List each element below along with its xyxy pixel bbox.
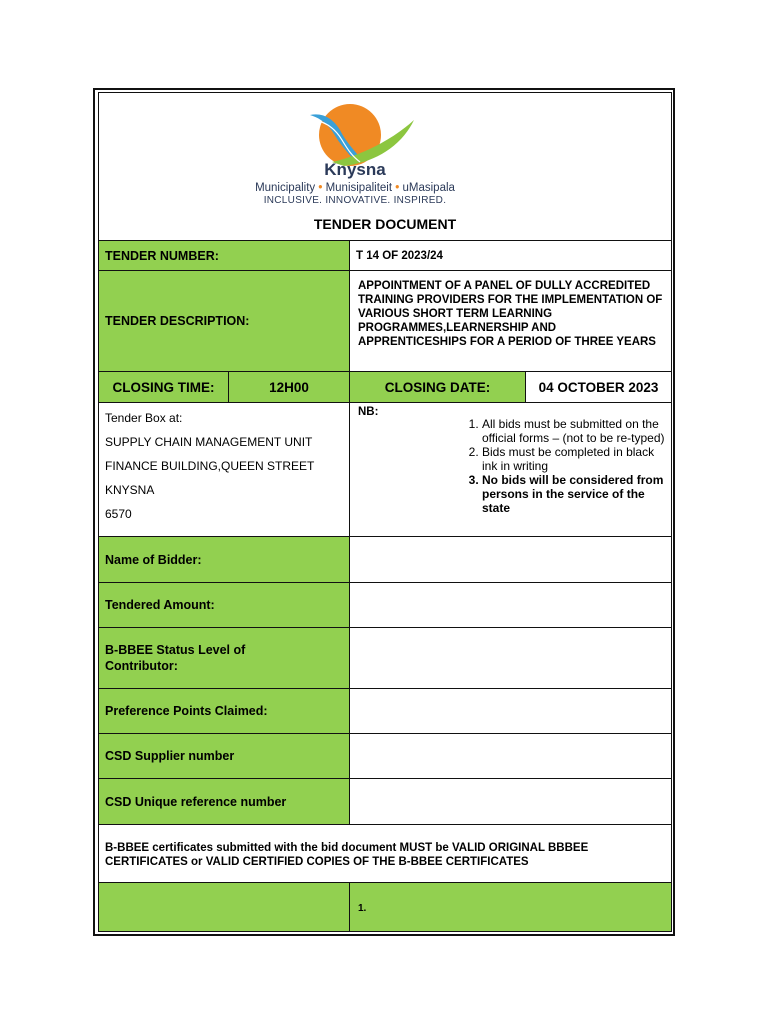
nb-item: 2. Bids must be completed in black ink in writing — [482, 445, 672, 473]
tender-box-address — [98, 402, 350, 537]
address-line: KNYSNA — [105, 483, 155, 497]
nb-list — [460, 417, 672, 515]
bbbee-level-label-text: B-BBEE Status Level of Contributor: — [105, 643, 246, 673]
bidder-name-field[interactable] — [349, 536, 672, 583]
org-languages: Municipality • Munisipaliteit • uMasipala — [255, 182, 455, 194]
preference-points-field[interactable] — [349, 688, 672, 734]
nb-cell — [349, 402, 672, 537]
csd-supplier-number-field[interactable] — [349, 733, 672, 779]
address-line: FINANCE BUILDING,QUEEN STREET — [105, 459, 315, 473]
footer-item: 1. — [349, 882, 672, 932]
tender-number-value: T 14 OF 2023/24 — [349, 240, 672, 271]
csd-unique-reference-label: CSD Unique reference number — [98, 778, 350, 825]
tender-description-value: APPOINTMENT OF A PANEL OF DULLY ACCREDITED TRAINING PROVIDERS FOR THE IMPLEMENTATION OF VARIOUS SHORT TERM LEARNING PROGRAMMES,LEARNERSHIP AND APPRENTICESHIPS FOR A PERIOD OF THREE YEARS — [349, 270, 672, 372]
tender-number-label: TENDER NUMBER: — [98, 240, 350, 271]
address-line: SUPPLY CHAIN MANAGEMENT UNIT — [105, 435, 313, 449]
bbbee-level-label — [98, 627, 350, 689]
closing-time-label: CLOSING TIME: — [98, 371, 229, 403]
closing-date-label: CLOSING DATE: — [349, 371, 526, 403]
bbbee-level-field[interactable] — [349, 627, 672, 689]
footer-green-cell — [98, 882, 350, 932]
brand-block — [230, 160, 480, 206]
org-name: Knysna — [324, 160, 386, 179]
csd-unique-reference-field[interactable] — [349, 778, 672, 825]
tendered-amount-label: Tendered Amount: — [98, 582, 350, 628]
document-title: TENDER DOCUMENT — [313, 216, 457, 232]
address-line: Tender Box at: — [105, 411, 183, 425]
org-tagline: INCLUSIVE. INNOVATIVE. INSPIRED. — [263, 195, 447, 206]
bidder-name-label: Name of Bidder: — [98, 536, 350, 583]
bbbee-certificate-note: B-BBEE certificates submitted with the bid document MUST be VALID ORIGINAL BBBEE CERTIFICATES or VALID CERTIFIED COPIES OF THE B-BBEE CERTIFICATES — [98, 824, 672, 883]
org-line-part: Munisipaliteit — [325, 182, 393, 194]
preference-points-label: Preference Points Claimed: — [98, 688, 350, 734]
nb-item: 3. No bids will be considered from persons in the service of the state — [482, 473, 672, 515]
nb-item: 1. All bids must be submitted on the official forms – (not to be re-typed) — [482, 417, 672, 445]
org-line-part: uMasipala — [402, 182, 455, 194]
tendered-amount-field[interactable] — [349, 582, 672, 628]
csd-supplier-number-label: CSD Supplier number — [98, 733, 350, 779]
address-line: 6570 — [105, 507, 132, 521]
nb-label: NB: — [358, 406, 379, 418]
tender-description-label: TENDER DESCRIPTION: — [98, 270, 350, 372]
closing-time-value: 12H00 — [228, 371, 350, 403]
closing-date-value: 04 OCTOBER 2023 — [525, 371, 672, 403]
org-line-part: Municipality — [255, 182, 316, 194]
